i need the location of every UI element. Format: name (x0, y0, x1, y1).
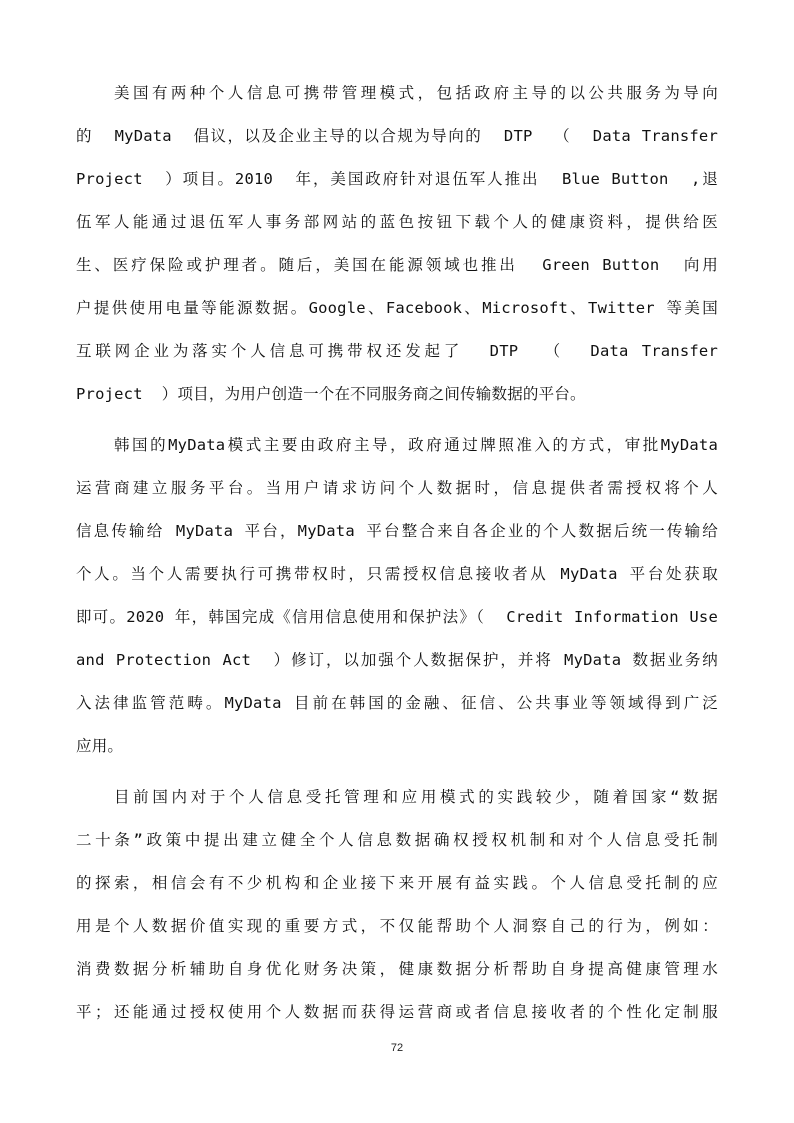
text-line: 户提供使用电量等能源数据。Google、Facebook、Microsoft、Twitter 等美国 (76, 299, 718, 317)
text-line: 消费数据分析辅助自身优化财务决策，健康数据分析帮助自身提高健康管理水 (76, 960, 718, 978)
text-line: 应用。 (76, 737, 124, 755)
text-line: 伍军人能通过退伍军人事务部网站的蓝色按钮下载个人的健康资料，提供给医 (76, 213, 718, 231)
text-line: 信息传输给 MyData 平台，MyData 平台整合来自各企业的个人数据后统一传输给 (76, 522, 718, 540)
text-line: 的 MyData 倡议，以及企业主导的以合规为导向的 DTP （ Data Transfer (76, 127, 718, 145)
text-line: Project ）项目。2010 年，美国政府针对退伍军人推出 Blue Button ,退 (76, 170, 718, 188)
text-line: 即可。2020 年，韩国完成《信用信息使用和保护法》（ Credit Information Use (76, 608, 718, 626)
paragraph-korea-mydata (76, 424, 718, 768)
text-line: 美国有两种个人信息可携带管理模式，包括政府主导的以公共服务为导向 (114, 84, 718, 102)
text-line: 的探索，相信会有不少机构和企业接下来开展有益实践。个人信息受托制的应 (76, 874, 718, 892)
text-line: 目前国内对于个人信息受托管理和应用模式的实践较少，随着国家“数据 (114, 788, 718, 806)
text-line: 运营商建立服务平台。当用户请求访问个人数据时，信息提供者需授权将个人 (76, 479, 718, 497)
paragraph-domestic-practice (76, 776, 718, 1034)
text-line: Project ）项目，为用户创造一个在不同服务商之间传输数据的平台。 (76, 385, 586, 403)
text-line: 生、医疗保险或护理者。随后，美国在能源领域也推出 Green Button 向用 (76, 256, 718, 274)
text-line: 互联网企业为落实个人信息可携带权还发起了 DTP （ Data Transfer (76, 342, 718, 360)
text-line: 韩国的MyData模式主要由政府主导，政府通过牌照准入的方式，审批MyData (114, 436, 718, 454)
text-line: 入法律监管范畴。MyData 目前在韩国的金融、征信、公共事业等领域得到广泛 (76, 694, 718, 712)
text-line: 用是个人数据价值实现的重要方式，不仅能帮助个人洞察自己的行为，例如： (76, 917, 718, 935)
text-line: 个人。当个人需要执行可携带权时，只需授权信息接收者从 MyData 平台处获取 (76, 565, 718, 583)
page-number: 72 (390, 1042, 404, 1054)
text-line: 平；还能通过授权使用个人数据而获得运营商或者信息接收者的个性化定制服 (76, 1003, 718, 1021)
document-body (76, 72, 718, 1042)
paragraph-us-models (76, 72, 718, 416)
text-line: and Protection Act ）修订，以加强个人数据保护，并将 MyData 数据业务纳 (76, 651, 718, 669)
text-line: 二十条”政策中提出建立健全个人信息数据确权授权机制和对个人信息受托制 (76, 831, 718, 849)
